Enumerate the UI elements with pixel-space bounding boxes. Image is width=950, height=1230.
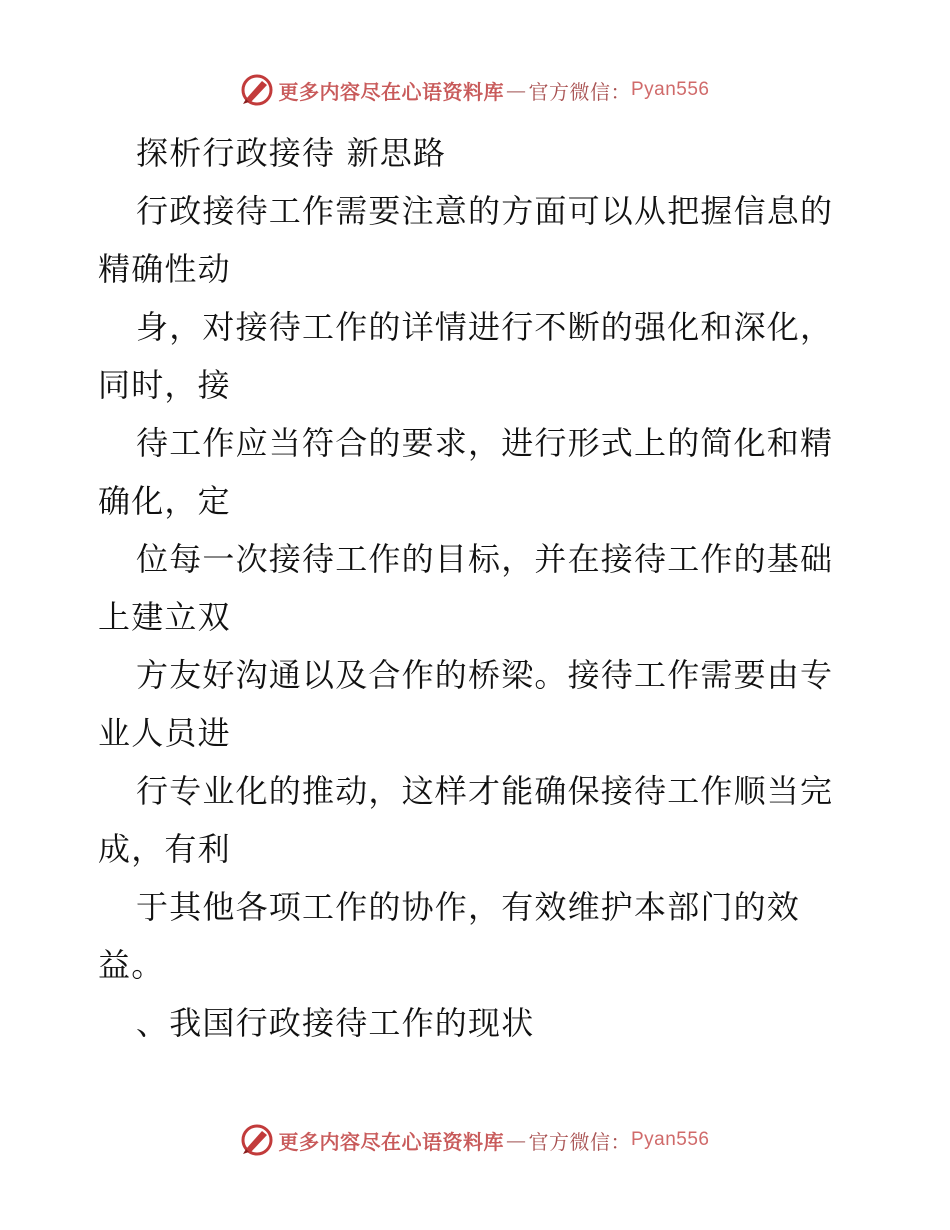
pen-logo-icon: [240, 1123, 274, 1157]
text-line: 成，有利: [98, 830, 231, 868]
pen-logo-icon: [240, 73, 274, 107]
banner-wechat-label: 官方微信：: [528, 1129, 631, 1154]
banner-separator: —: [505, 1128, 527, 1152]
text-line: 业人员进: [98, 714, 231, 752]
text-line: 同时，接: [98, 366, 231, 404]
text-line: 行政接待工作需要注意的方面可以从把握信息的: [136, 192, 834, 230]
banner-wechat-id: Pyan556: [630, 79, 710, 100]
footer-banner: [0, 1120, 950, 1160]
text-line: 探析行政接待 新思路: [136, 134, 447, 172]
banner-brand-text: 更多内容尽在心语资料库: [278, 79, 504, 104]
text-line: 位每一次接待工作的目标，并在接待工作的基础: [136, 540, 834, 578]
document-body: [98, 124, 858, 1052]
text-line: 行专业化的推动，这样才能确保接待工作顺当完: [136, 772, 834, 810]
banner-separator: —: [505, 78, 527, 102]
text-line: 待工作应当符合的要求，进行形式上的简化和精: [136, 424, 834, 462]
text-line: 于其他各项工作的协作，有效维护本部门的效: [136, 888, 801, 926]
text-line: 身，对接待工作的详情进行不断的强化和深化，: [136, 308, 834, 346]
text-line: 确化，定: [98, 482, 231, 520]
banner-wechat-label: 官方微信：: [528, 79, 631, 104]
text-line: 精确性动: [98, 250, 231, 288]
text-line: 方友好沟通以及合作的桥梁。接待工作需要由专: [136, 656, 834, 694]
banner-wechat-id: Pyan556: [630, 1129, 710, 1150]
text-line: 益。: [98, 946, 165, 984]
text-line: 上建立双: [98, 598, 231, 636]
banner-brand-text: 更多内容尽在心语资料库: [278, 1129, 504, 1154]
header-banner: [0, 70, 950, 110]
text-line: 、我国行政接待工作的现状: [136, 1004, 535, 1042]
